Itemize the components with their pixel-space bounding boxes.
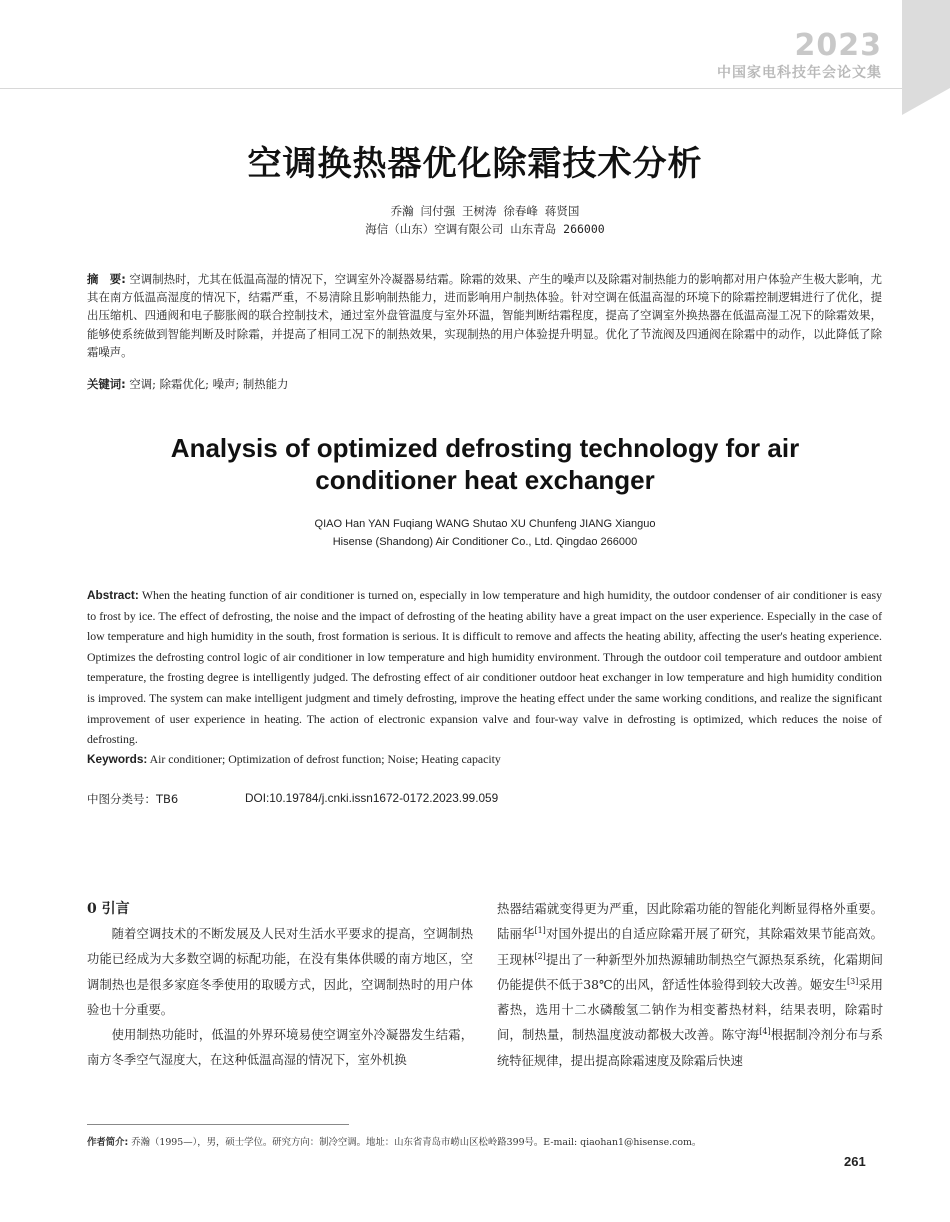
- footnote-text: 乔瀚（1995—），男，硕士学位。研究方向：制冷空调。地址：山东省青岛市崂山区松岭路399号。E-mail: qiaohan1@hisense.com。: [131, 1137, 702, 1148]
- author-footnote: [87, 1134, 887, 1148]
- chinese-authors: 乔瀚 闫付强 王树涛 徐春峰 蒋贤国: [390, 204, 580, 218]
- footnote-rule: [87, 1124, 349, 1125]
- english-abstract-label: Abstract:: [87, 588, 139, 602]
- english-abstract-text: When the heating function of air conditioner is turned on, especially in low temperature and high humidity, the outdoor condenser of air conditioner is easy to frost by ice. The effect of defrosting, the noise and the impact of defrosting of the heating ability have a great impact on the user experience. Especially in the case of low temperature and high humidity in the south, frost formation is serious. It is difficult to remove and affects the heating ability, affecting the user's heating experience. Optimizes the defrosting control logic of air conditioner in low temperature and high humidity environment. Through the outdoor coil temperature and outdoor ambient temperature, the frosting degree is intelligently judged. The defrosting effect of air conditioner outdoor heat exchanger in low temperature and high humidity condition is improved. The system can make intelligent judgment and timely defrosting, improve the heating effect under the same working conditions, and realize the significant improvement of user experience in heating. The action of electronic expansion valve and four-way valve in defrosting is optimized, which reduces the noise of defrosting.: [87, 588, 882, 747]
- english-abstract: [87, 585, 882, 750]
- section-heading: 0 引言: [87, 901, 130, 917]
- chinese-title: 空调换热器优化除霜技术分析: [247, 144, 703, 184]
- body-paragraph: 热器结霜就变得更为严重，因此除霜功能的智能化判断显得格外重要。陆丽华[1]对国外提出的自适应除霜开展了研究，其除霜效果节能高效。王现林[2]提出了一种新型外加热源辅助制热空气源热泵系统，化霜期间仍能提供不低于38℃的出风，舒适性体验得到较大改善。姬安生[3]采用蓄热，选用十二水磷酸氢二钠作为相变蓄热材料，结果表明，除霜时间，制热量，制热温度波动都极大改善。陈守海[4]根据制冷剂分布与系统特征规律，提出提高除霜速度及除霜后快速: [497, 902, 883, 1068]
- page-number: 261: [844, 1154, 866, 1169]
- body-column-right: [497, 897, 883, 1074]
- english-title-line-2: conditioner heat exchanger: [315, 465, 655, 495]
- english-keywords-text: Air conditioner; Optimization of defrost function; Noise; Heating capacity: [149, 752, 501, 766]
- english-affiliation: Hisense (Shandong) Air Conditioner Co., Ltd. Qingdao 266000: [332, 536, 638, 548]
- citation-ref: [3]: [846, 976, 859, 986]
- chinese-abstract: [87, 270, 882, 361]
- body-paragraph: 随着空调技术的不断发展及人民对生活水平要求的提高，空调制热功能已经成为大多数空调的标配功能，在没有集体供暖的南方地区，空调制热也是很多家庭冬季使用的取暖方式，因此，空调制热时的用户体验也十分重要。: [87, 927, 473, 1017]
- page-corner-fold: [902, 88, 950, 115]
- body-column-left: [87, 897, 473, 1074]
- body-paragraph: 使用制热功能时，低温的外界环境易使空调室外冷凝器发生结霜，南方冬季空气湿度大，在这种低温高湿的情况下，室外机换: [87, 1028, 473, 1068]
- english-keywords: [87, 752, 882, 767]
- header-series-title: 中国家电科技年会论文集: [717, 65, 882, 81]
- chinese-keywords: [87, 376, 882, 392]
- classification-number: 中图分类号：TB6: [87, 792, 179, 806]
- footnote-label: 作者简介:: [87, 1137, 129, 1148]
- chinese-abstract-text: 空调制热时，尤其在低温高湿的情况下，空调室外冷凝器易结霜。除霜的效果、产生的噪声以及除霜对制热能力的影响都对用户体验产生极大影响，尤其在南方低温高湿度的情况下，结霜严重，不易清除且影响制热能力，进而影响用户制热体验。针对空调在低温高湿的环境下的除霜控制逻辑进行了优化，提出压缩机、四通阀和电子膨胀阀的联合控制技术，通过室外盘管温度与室外环温，智能判断结霜程度，提高了空调室外换热器在低温高湿工况下的除霜效果，能够使系统做到智能判断及时除霜，并提高了相同工况下的制热效果，实现制热的用户体验提升明显。优化了节流阀及四通阀在除霜中的动作，以此降低了除霜噪声。: [87, 272, 882, 359]
- chinese-abstract-label: 摘 要:: [87, 272, 126, 286]
- english-authors: QIAO Han YAN Fuqiang WANG Shutao XU Chunfeng JIANG Xianguo: [314, 518, 656, 530]
- chinese-affiliation: 海信（山东）空调有限公司 山东青岛 266000: [365, 222, 605, 236]
- citation-ref: [1]: [534, 926, 546, 936]
- english-title-line-1: Analysis of optimized defrosting technology for air: [170, 433, 800, 463]
- citation-ref: [4]: [759, 1027, 771, 1037]
- chinese-keywords-text: 空调; 除霜优化; 噪声; 制热能力: [129, 377, 289, 391]
- chinese-keywords-label: 关键词:: [87, 377, 126, 391]
- header-rule: [0, 88, 902, 89]
- citation-ref: [2]: [534, 951, 546, 961]
- english-title: [0, 432, 950, 496]
- english-keywords-label: Keywords:: [87, 752, 148, 766]
- doi: DOI:10.19784/j.cnki.issn1672-0172.2023.99.059: [245, 791, 499, 805]
- header-year: 2023: [794, 28, 882, 63]
